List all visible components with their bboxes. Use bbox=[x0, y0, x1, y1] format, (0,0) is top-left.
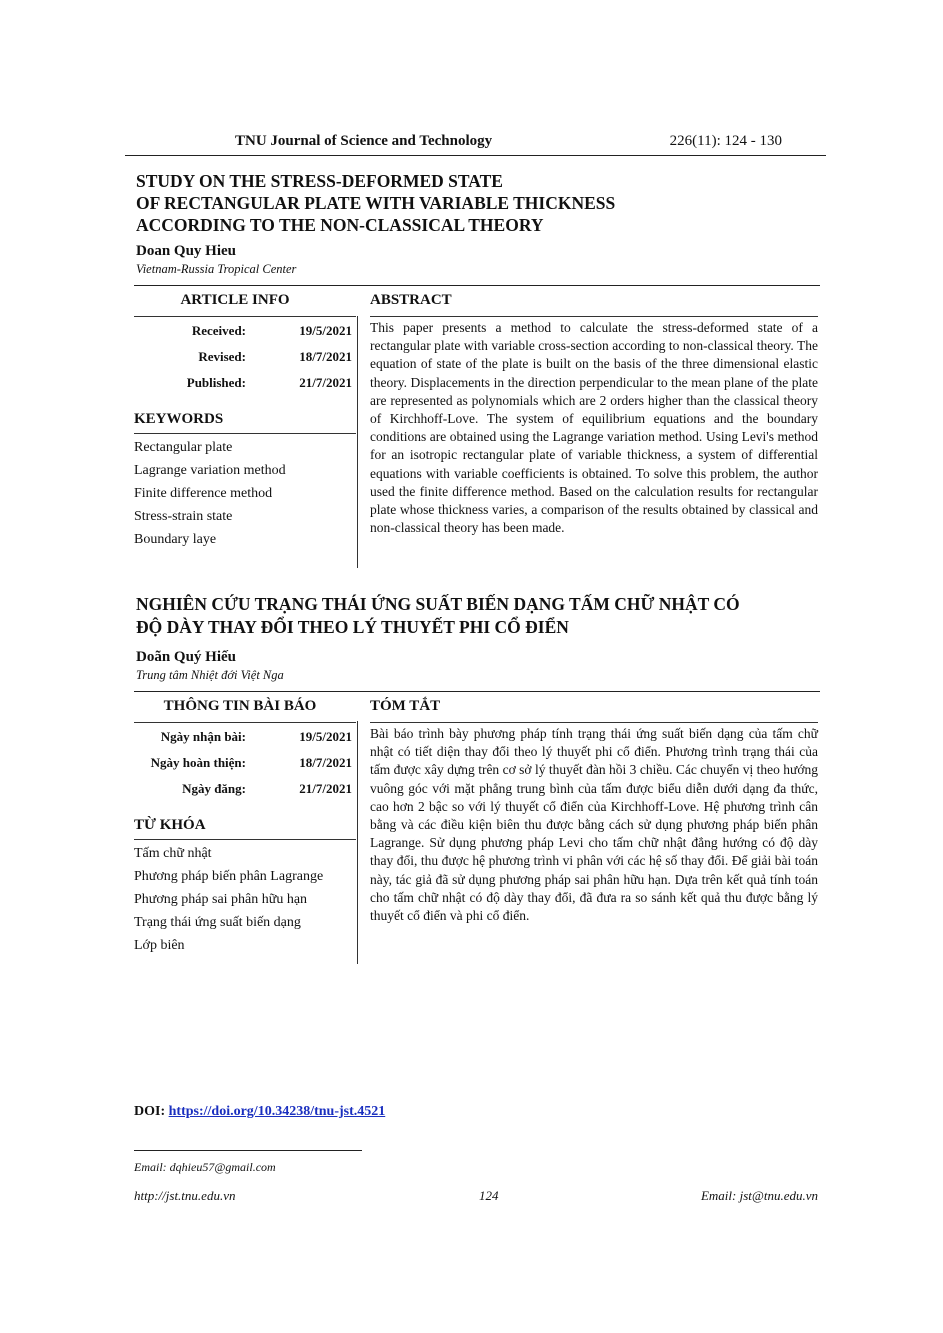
footnote-rule bbox=[134, 1150, 362, 1151]
date-label: Ngày đăng: bbox=[182, 781, 246, 796]
abstract-rule bbox=[370, 316, 818, 317]
footer-website-link[interactable]: http://jst.tnu.edu.vn bbox=[134, 1188, 236, 1203]
author-name: Doan Quy Hieu bbox=[136, 243, 237, 259]
section-rule bbox=[134, 691, 820, 692]
date-value: 18/7/2021 bbox=[299, 349, 352, 364]
keyword-item: Phương pháp sai phân hữu hạn bbox=[134, 892, 308, 907]
journal-header bbox=[125, 133, 826, 156]
abstract-rule bbox=[370, 722, 818, 723]
keyword-item: Rectangular plate bbox=[134, 440, 233, 455]
title-line: ACCORDING TO THE NON-CLASSICAL THEORY bbox=[136, 215, 544, 235]
doi-link[interactable]: https://doi.org/10.34238/tnu-jst.4521 bbox=[168, 1104, 386, 1119]
keyword-item: Stress-strain state bbox=[134, 509, 233, 524]
title-line: ĐỘ DÀY THAY ĐỔI THEO LÝ THUYẾT PHI CỔ ĐIỂN bbox=[136, 617, 569, 637]
article-info-heading: ARTICLE INFO bbox=[180, 292, 290, 308]
author-affiliation-vn: Trung tâm Nhiệt đới Việt Nga bbox=[136, 668, 284, 682]
column-divider bbox=[357, 316, 358, 568]
journal-name: TNU Journal of Science and Technology bbox=[235, 133, 493, 149]
vietnamese-title bbox=[136, 593, 816, 639]
date-row-revised-vn bbox=[134, 755, 356, 781]
keywords-heading-vn: TỪ KHÓA bbox=[134, 817, 206, 833]
date-row-published bbox=[134, 375, 356, 401]
journal-volume: 226(11): 124 - 130 bbox=[669, 133, 782, 149]
footnote-email: Email: dqhieu57@gmail.com bbox=[134, 1160, 276, 1174]
keyword-item: Lớp biên bbox=[134, 938, 185, 953]
date-row-published-vn bbox=[134, 781, 356, 807]
abstract-text: This paper presents a method to calculate the stress-deformed state of a rectangular plate with variable cross-section according to non-classical theory. The equation of state of the plate is built on the basis of the three dimensional elastic theory. Displacements in the direction perpendicular to the mean plane of the plate are represented as polynomials which are 2 orders higher than the classical theory of Kirchhoff-Love. The system of equilibrium equations and the boundary conditions are obtained using the Lagrange variation method. Using Levi's method for an isotropic rectangular plate of variable thickness, a system of differential equations with variable coefficients is obtained. To solve this problem, the author used the finite difference method. Based on the calculation results for rectangular plate whose thickness varies, a comparison of the results obtained by classical and non-classical theory has been made. bbox=[370, 320, 818, 536]
keyword-list-vn bbox=[134, 844, 356, 959]
doi-label: DOI: bbox=[134, 1104, 166, 1119]
article-info-vn bbox=[134, 698, 356, 959]
article-info-heading-vn: THÔNG TIN BÀI BÁO bbox=[163, 698, 317, 714]
title-line: OF RECTANGULAR PLATE WITH VARIABLE THICKNESS bbox=[136, 193, 616, 213]
footer-page-number: 124 bbox=[479, 1188, 499, 1203]
date-row-revised bbox=[134, 349, 356, 375]
date-value: 21/7/2021 bbox=[299, 375, 352, 390]
abstract-text-vn: Bài báo trình bày phương pháp tính trạng thái ứng suất biến dạng của tấm chữ nhật có tiết diện thay đổi theo lý thuyết phi cổ điển. Phương trình trạng thái của tấm được xây dựng trên cơ sở lý thuyết đàn hồi 3 chiều. Các chuyển vị theo hướng vuông góc với mặt phẳng trung bình của tấm được biểu diễn dưới dạng đa thức, cao hơn 2 bậc so với lý thuyết cổ điển của Kirchhoff-Love. Hệ phương trình cân bằng và các điều kiện biên thu được bằng cách sử dụng phương pháp biến phân Lagrange. Sử dụng phương pháp Levi cho tấm chữ nhật đẳng hướng có độ dày thay đổi, thu được hệ phương trình vi phân với các hệ số thay đổi. Để giải bài toán này, tác giả đã sử dụng phương pháp sai phân hữu hạn. Dựa trên kết quả tính toán cho tấm chữ nhật có độ dày thay đổi, đã đưa ra so sánh kết quả thu được bằng lý thuyết cổ điển và phi cổ điển. bbox=[370, 726, 818, 924]
date-value: 21/7/2021 bbox=[299, 781, 352, 796]
keyword-item: Boundary laye bbox=[134, 532, 217, 547]
keyword-item: Phương pháp biến phân Lagrange bbox=[134, 869, 324, 884]
date-label: Ngày nhận bài: bbox=[160, 729, 246, 744]
keyword-item: Finite difference method bbox=[134, 486, 273, 501]
column-divider bbox=[357, 721, 358, 964]
author-name-vn: Doãn Quý Hiếu bbox=[136, 649, 237, 665]
footer-email[interactable]: Email: jst@tnu.edu.vn bbox=[700, 1188, 818, 1203]
keyword-list bbox=[134, 438, 356, 553]
doi-line bbox=[134, 1104, 385, 1120]
article-info bbox=[134, 292, 356, 553]
date-value: 19/5/2021 bbox=[299, 323, 352, 338]
title-line: STUDY ON THE STRESS-DEFORMED STATE bbox=[136, 171, 503, 191]
keywords-heading: KEYWORDS bbox=[134, 411, 224, 427]
abstract-heading: ABSTRACT bbox=[370, 292, 452, 308]
date-row-received bbox=[134, 323, 356, 349]
keyword-item: Lagrange variation method bbox=[134, 463, 286, 478]
date-value: 18/7/2021 bbox=[299, 755, 352, 770]
author-affiliation: Vietnam-Russia Tropical Center bbox=[136, 262, 297, 276]
date-label: Received: bbox=[191, 323, 246, 338]
date-label: Published: bbox=[186, 375, 246, 390]
section-rule bbox=[134, 285, 820, 286]
keywords-rule bbox=[134, 839, 356, 840]
keywords-rule bbox=[134, 433, 356, 434]
date-label: Ngày hoàn thiện: bbox=[150, 755, 246, 770]
abstract-section bbox=[370, 292, 818, 537]
keyword-item: Trạng thái ứng suất biến dạng bbox=[134, 915, 301, 930]
abstract-section-vn bbox=[370, 698, 818, 925]
title-line: NGHIÊN CỨU TRẠNG THÁI ỨNG SUẤT BIẾN DẠNG TẤM CHỮ NHẬT CÓ bbox=[136, 594, 740, 614]
date-value: 19/5/2021 bbox=[299, 729, 352, 744]
english-title bbox=[136, 170, 756, 236]
keyword-item: Tấm chữ nhật bbox=[134, 846, 212, 861]
date-row-received-vn bbox=[134, 729, 356, 755]
date-label: Revised: bbox=[198, 349, 246, 364]
abstract-heading-vn: TÓM TẮT bbox=[370, 698, 441, 714]
